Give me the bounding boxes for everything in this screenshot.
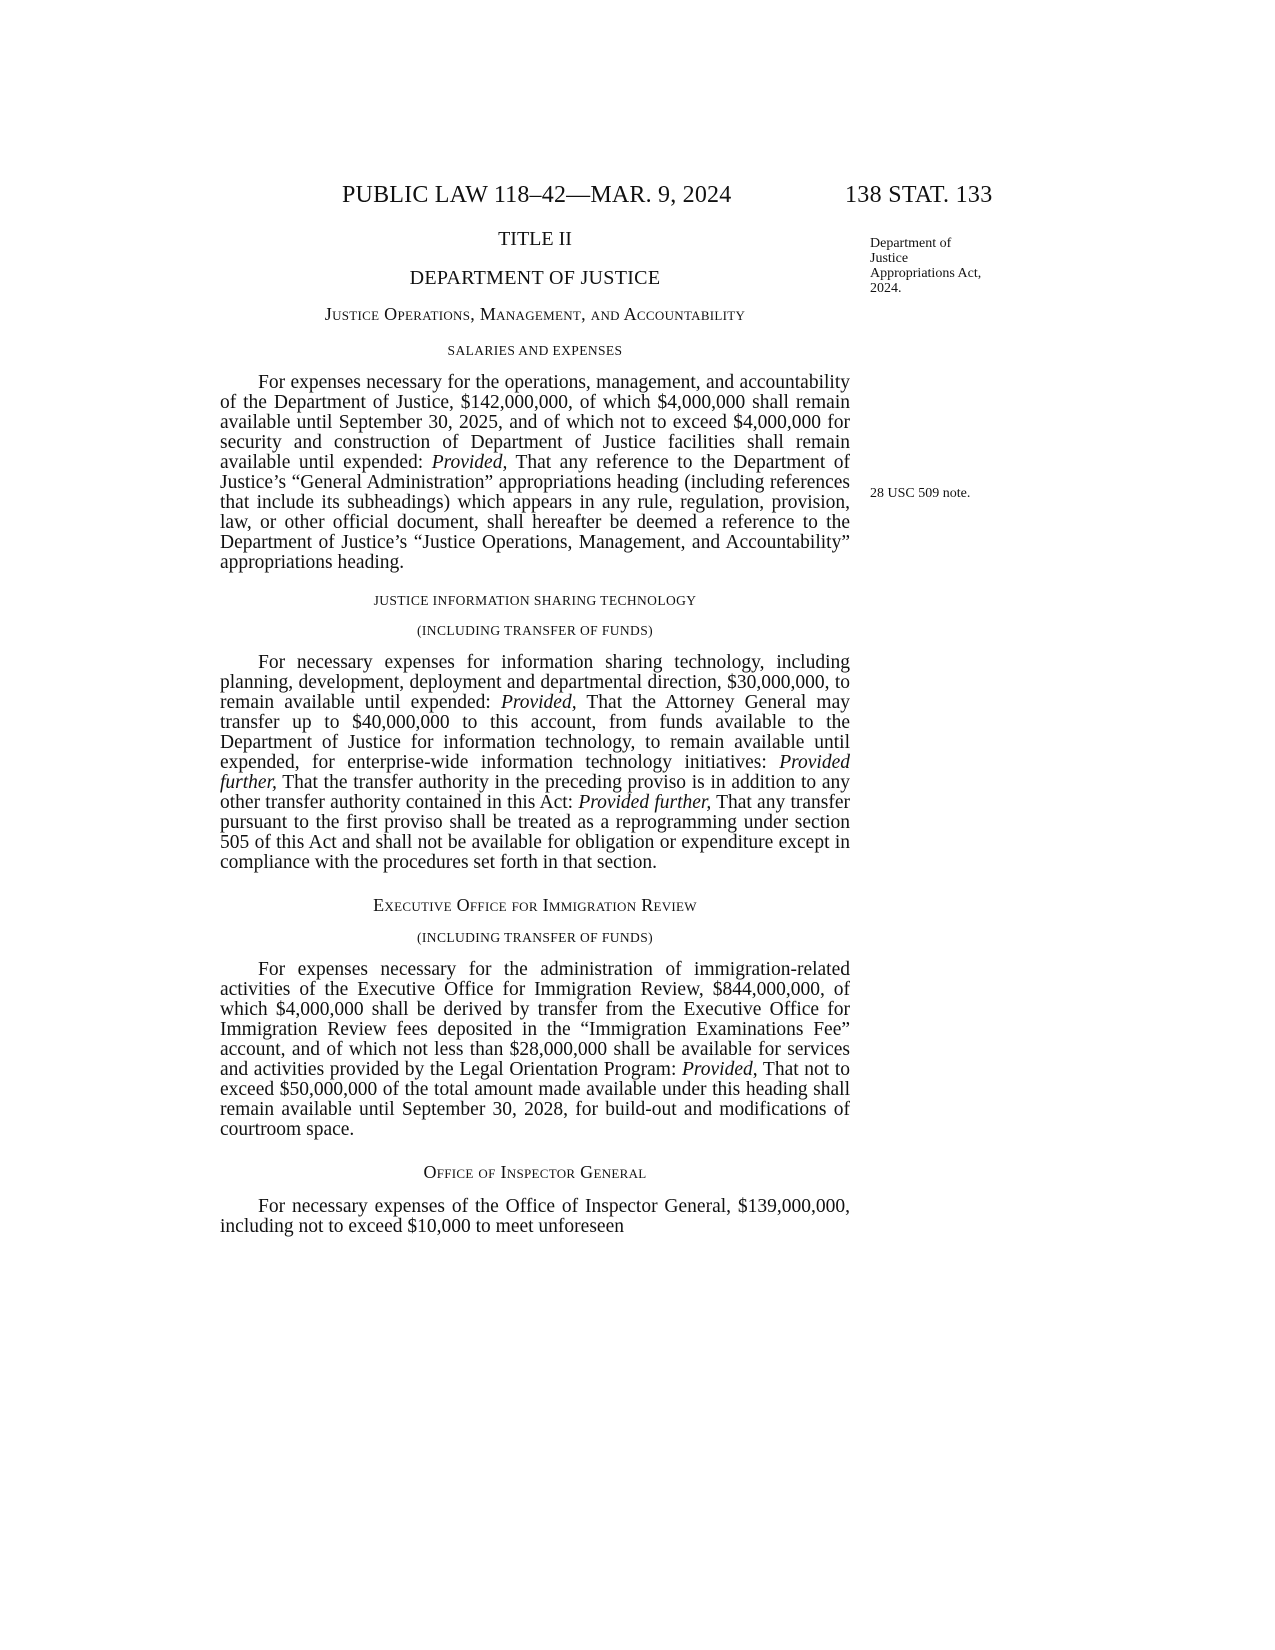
including-transfer-note: (INCLUDING TRANSFER OF FUNDS) [417, 623, 653, 638]
department-heading: DEPARTMENT OF JUSTICE [409, 267, 661, 289]
section-heading-eoir: Executive Office for Immigration Review [373, 895, 697, 915]
paragraph-eoir: For expenses necessary for the administration of immigration-related activities of the Executive Office for Immigration Review, $844,000,000, of which $4,000,000 shall be derived by transfer from the Executive Office for Immigration Review fees deposited in the “Immigration Examinations Fee” account, and of which not less than $28,000,000 shall be available for services and activities provided by the Legal Orientation Program: Provided, That not to exceed $50,000,000 of the total amount made available under this heading shall remain available until September 30, 2028, for build-out and modifications of courtroom space. [220, 959, 850, 1140]
margin-note-usc-reference: 28 USC 509 note. [870, 486, 971, 501]
section-heading-jist: JUSTICE INFORMATION SHARING TECHNOLOGY [373, 593, 697, 608]
running-header-stat-page: 138 STAT. 133 [845, 182, 993, 208]
including-transfer-note: (INCLUDING TRANSFER OF FUNDS) [417, 930, 653, 945]
paragraph-jist: For necessary expenses for information sharing technology, including planning, development, deployment and departmental direction, $30,000,000, to remain available until expended: Provided, That the Attorney General may transfer up to $40,000,000 to this account, from funds available to the Department of Justice for information technology, to remain available until expended, for enterprise-wide information technology initiatives: Provided further, That the transfer authority in the preceding proviso is in addition to any other transfer authority contained in this Act: Provided further, That any transfer pursuant to the first proviso shall be treated as a reprogramming under section 505 of this Act and shall not be available for obligation or expenditure except in compliance with the procedures set forth in that section. [220, 652, 850, 873]
title-heading: TITLE II [498, 228, 572, 250]
section-heading-oig: Office of Inspector General [423, 1162, 647, 1182]
margin-note-act-name: Department of Justice Appropriations Act, 2024. [870, 236, 982, 296]
running-header-law: PUBLIC LAW 118–42—MAR. 9, 2024 [342, 182, 732, 208]
subheading-salaries: SALARIES AND EXPENSES [447, 343, 623, 358]
main-text-column [220, 228, 850, 1237]
section-heading-jomaa: Justice Operations, Management, and Accountability [324, 304, 746, 324]
paragraph-salaries: For expenses necessary for the operations, management, and accountability of the Department of Justice, $142,000,000, of which $4,000,000 shall remain available until September 30, 2025, and of which not to exceed $4,000,000 for security and construction of Department of Justice facilities shall remain available until expended: Provided, That any reference to the Department of Justice’s “General Administration” appropriations heading (including references that include its subheadings) which appears in any rule, regulation, provision, law, or other official document, shall hereafter be deemed a reference to the Department of Justice’s “Justice Operations, Management, and Accountability” appropriations heading. [220, 372, 851, 573]
paragraph-oig: For necessary expenses of the Office of Inspector General, $139,000,000, including not to exceed $10,000 to meet unforeseen [220, 1196, 850, 1237]
